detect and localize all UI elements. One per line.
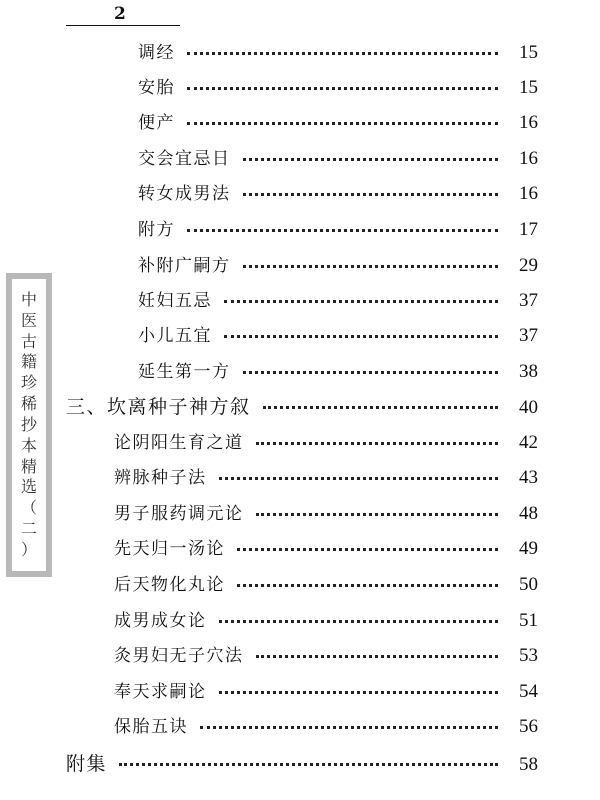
toc-leader-dots [224,300,498,303]
toc-entry [114,677,538,707]
toc-entry-page: 16 [519,148,538,169]
toc-entry-page: 17 [519,219,538,240]
side-tab-char: 选 [20,477,37,497]
side-tab-char: 医 [20,310,37,330]
side-tab-char: 精 [20,456,37,476]
toc-entry [114,641,538,671]
toc-entry-page: 49 [519,538,538,559]
side-tab-char: 中 [20,289,37,309]
toc-entry [138,179,538,209]
toc-entry [138,73,538,103]
toc-entry [138,144,538,174]
toc-entry-title: 交会宜忌日 [138,149,231,169]
toc-leader-dots [224,335,498,338]
side-tab-inner [12,279,46,571]
toc-entry-page: 37 [519,290,538,311]
toc-leader-dots [256,513,499,516]
toc-section-heading [66,392,538,422]
toc-entry-page: 29 [519,255,538,276]
toc-entry-title: 附集 [66,753,108,775]
side-tab-char: 稀 [20,394,37,414]
toc-entry-title: 三、坎离种子神方叙 [66,396,251,418]
toc-leader-dots [243,158,499,161]
toc-entry [114,463,538,493]
toc-entry-page: 16 [519,112,538,133]
toc-entry-page: 50 [519,574,538,595]
toc-section-heading [66,749,538,779]
toc-leader-dots [219,477,499,480]
toc-entry-title: 补附广嗣方 [138,256,231,276]
toc-leader-dots [263,406,498,409]
toc-leader-dots [187,52,498,55]
toc-entry-title: 调经 [138,43,175,63]
toc-entry-title: 男子服药调元论 [114,504,244,524]
toc-leader-dots [243,193,499,196]
toc-entry-title: 先天归一汤论 [114,539,225,559]
toc-entry [138,286,538,316]
page-number: 2 [114,4,126,24]
side-tab-char: （ [20,498,37,518]
toc-leader-dots [200,726,498,729]
toc-entry-title: 论阴阳生育之道 [114,433,244,453]
toc-entry [114,534,538,564]
toc-entry-title: 延生第一方 [138,362,231,382]
side-tab-char: ） [20,539,37,559]
toc-leader-dots [256,655,499,658]
toc-entry-page: 43 [519,467,538,488]
toc-entry [114,570,538,600]
toc-leader-dots [187,229,498,232]
header-rule [66,25,180,26]
toc-entry-page: 48 [519,503,538,524]
toc-entry-page: 51 [519,610,538,631]
toc-entry-page: 15 [519,42,538,63]
side-tab-char: 籍 [20,352,37,372]
toc-entry-page: 15 [519,77,538,98]
side-tab [6,273,52,577]
toc-entry-page: 38 [519,361,538,382]
toc-leader-dots [119,763,498,766]
toc-entry-title: 成男成女论 [114,611,207,631]
toc-entry [138,215,538,245]
toc-leader-dots [243,265,499,268]
toc-leader-dots [187,122,498,125]
toc-entry-title: 奉天求嗣论 [114,682,207,702]
toc-entry-title: 辨脉种子法 [114,468,207,488]
toc-entry-page: 58 [519,754,538,775]
toc-entry-page: 56 [519,716,538,737]
toc-entry [138,321,538,351]
toc-leader-dots [237,548,498,551]
toc-entry-page: 40 [519,397,538,418]
toc-entry [114,428,538,458]
toc-entry-title: 灸男妇无子穴法 [114,646,244,666]
toc-entry-page: 54 [519,681,538,702]
toc-entry-title: 便产 [138,113,175,133]
toc-leader-dots [187,87,498,90]
toc-entry [138,108,538,138]
toc-entry-page: 16 [519,183,538,204]
toc-entry-page: 37 [519,325,538,346]
toc-entry [114,712,538,742]
toc-entry [138,38,538,68]
toc-entry-page: 42 [519,432,538,453]
toc-entry-title: 后天物化丸论 [114,575,225,595]
toc-entry-title: 转女成男法 [138,184,231,204]
toc-entry [114,606,538,636]
toc-entry [114,499,538,529]
side-tab-char: 本 [20,435,37,455]
side-tab-char: 抄 [20,414,37,434]
toc-entry-title: 安胎 [138,78,175,98]
side-tab-char: 二 [20,519,37,539]
side-tab-char: 珍 [20,373,37,393]
toc-leader-dots [237,584,498,587]
toc-entry-page: 53 [519,645,538,666]
toc-entry [138,251,538,281]
toc-entry-title: 妊妇五忌 [138,291,212,311]
toc-leader-dots [219,691,499,694]
toc-entry-title: 保胎五诀 [114,717,188,737]
toc-entry [138,357,538,387]
side-tab-char: 古 [20,331,37,351]
toc-leader-dots [243,371,499,374]
toc-leader-dots [256,442,499,445]
toc-leader-dots [219,620,499,623]
toc-entry-title: 小儿五宜 [138,326,212,346]
toc-entry-title: 附方 [138,220,175,240]
